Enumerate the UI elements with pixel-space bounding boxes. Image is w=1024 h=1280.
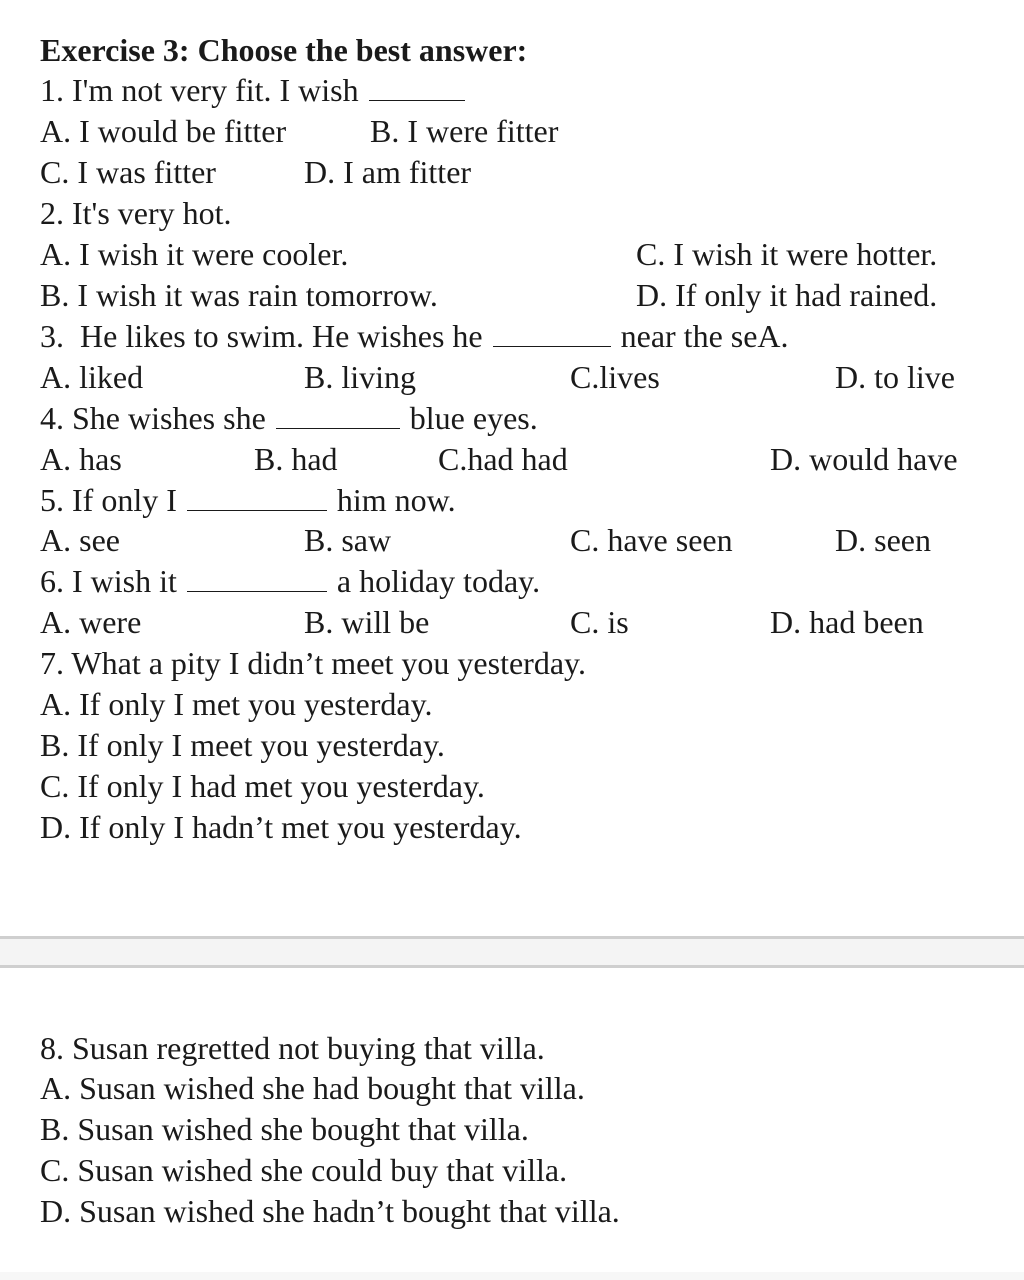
- q4-option-a: A. has: [40, 441, 122, 477]
- q3-option-c: C.lives: [570, 359, 660, 395]
- q8-option-c: C. Susan wished she could buy that villa.: [40, 1152, 568, 1188]
- q8-option-d: D. Susan wished she hadn’t bought that villa.: [40, 1193, 620, 1229]
- exercise-title: Exercise 3: Choose the best answer:: [40, 32, 528, 68]
- answer-blank: [369, 70, 465, 101]
- page-break-divider: [0, 936, 1024, 968]
- q3-option-a: A. liked: [40, 359, 144, 395]
- q1-option-c: C. I was fitter: [40, 154, 216, 190]
- q7-option-a: A. If only I met you yesterday.: [40, 686, 433, 722]
- q4-option-c: C.had had: [438, 441, 568, 477]
- q4-option-b: B. had: [254, 441, 338, 477]
- q6-option-a: A. were: [40, 604, 142, 640]
- q8-option-a: A. Susan wished she had bought that villa.: [40, 1070, 585, 1106]
- q6-option-d: D. had been: [770, 604, 924, 640]
- q7-option-b: B. If only I meet you yesterday.: [40, 727, 445, 763]
- question-7-stem: 7. What a pity I didn’t meet you yesterday.: [40, 645, 586, 681]
- q3-option-d: D. to live: [835, 359, 955, 395]
- question-1-stem: 1. I'm not very fit. I wish: [40, 70, 467, 110]
- question-4-stem: 4. She wishes she blue eyes.: [40, 400, 538, 436]
- q1-option-a: A. I would be fitter: [40, 113, 287, 149]
- q5-option-b: B. saw: [304, 522, 392, 558]
- q2-option-b: B. I wish it was rain tomorrow.: [40, 277, 438, 313]
- answer-blank: [187, 480, 327, 511]
- question-8-stem: 8. Susan regretted not buying that villa.: [40, 1030, 545, 1066]
- q5-option-a: A. see: [40, 522, 120, 558]
- q8-option-b: B. Susan wished she bought that villa.: [40, 1111, 529, 1147]
- question-3-stem: 3. He likes to swim. He wishes he near the seA.: [40, 318, 789, 354]
- answer-blank: [493, 316, 611, 347]
- page-bottom-edge: [0, 1272, 1024, 1280]
- q3-option-b: B. living: [304, 359, 417, 395]
- q1-option-d: D. I am fitter: [304, 154, 472, 190]
- q5-option-c: C. have seen: [570, 522, 733, 558]
- answer-blank: [187, 561, 327, 592]
- q7-option-c: C. If only I had met you yesterday.: [40, 768, 485, 804]
- question-5-stem: 5. If only I him now.: [40, 482, 456, 518]
- q1-option-b: B. I were fitter: [370, 113, 559, 149]
- q5-option-d: D. seen: [835, 522, 931, 558]
- q2-option-c: C. I wish it were hotter.: [636, 236, 938, 272]
- q7-option-d: D. If only I hadn’t met you yesterday.: [40, 809, 522, 845]
- question-2-stem: 2. It's very hot.: [40, 195, 232, 231]
- answer-blank: [276, 398, 400, 429]
- question-6-stem: 6. I wish it a holiday today.: [40, 563, 541, 599]
- q2-option-d: D. If only it had rained.: [636, 277, 938, 313]
- q2-option-a: A. I wish it were cooler.: [40, 236, 349, 272]
- q6-option-b: B. will be: [304, 604, 430, 640]
- q6-option-c: C. is: [570, 604, 629, 640]
- q4-option-d: D. would have: [770, 441, 958, 477]
